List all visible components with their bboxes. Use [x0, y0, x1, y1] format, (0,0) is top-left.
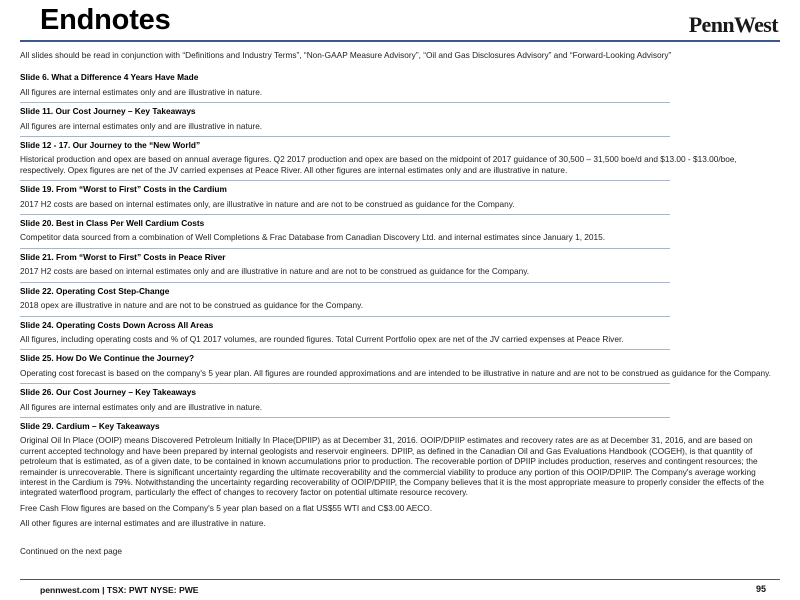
- section-paragraph: All figures, including operating costs and % of Q1 2017 volumes, are rounded figures. Total Current Portfolio opex are net of the JV carried expenses at Peace River.: [20, 333, 624, 344]
- section-heading: Slide 6. What a Difference 4 Years Have Made: [20, 72, 199, 83]
- section-body: [20, 232, 778, 242]
- section-heading: Slide 21. From “Worst to First” Costs in Peace River: [20, 251, 226, 262]
- section-separator: [20, 214, 670, 215]
- section-heading: Slide 11. Our Cost Journey – Key Takeaways: [20, 106, 196, 117]
- section-paragraph: Original Oil In Place (OOIP) means Discovered Petroleum Initially In Place(DPIIP) as at December 31, 2016. OOIP/DPIIP estimates and recovery rates are as at December 31, 2016, and are based on current accepted technology and have been prepared by internal geologists and reservoir engineers. DPIIP, as defined in the Canadian Oil and Gas Evaluations Handbook (COGEH), is that quantity of petroleum that is estimated, as of a given date, to be contained in known accumulations prior to production. The recoverable portion of DPIIP includes production, reserves and contingent resources; the remainder is unrecoverable. There is significant uncertainty regarding the ultimate recoverability and the commercial viability to produce any portion of this OOIP/DPIIP. The Company's average working interest in the Cardium is 79%. Notwithstanding the uncertainty regarding recoverability of OOIP/DPIIP, the Company believes that it is the most appropriate measure to properly consider the effects of the integrated waterflood program, particularly the effect of changes to recovery factor on potential ultimate resource recovery.: [20, 435, 765, 498]
- section-body: [20, 435, 778, 528]
- section-heading: Slide 12 - 17. Our Journey to the “New World”: [20, 140, 201, 151]
- section-heading: Slide 24. Operating Costs Down Across All Areas: [20, 319, 214, 330]
- section-body: [20, 334, 778, 344]
- section-body: [20, 154, 778, 175]
- section-paragraph: Free Cash Flow figures are based on the Company's 5 year plan based on a flat US$55 WTI and C$3.00 AECO.: [20, 502, 433, 513]
- section-separator: [20, 136, 670, 137]
- page-title: Endnotes: [40, 4, 171, 36]
- endnote-section: [20, 72, 778, 103]
- endnote-section: [20, 387, 778, 418]
- endnote-section: [20, 286, 778, 317]
- section-paragraph: Competitor data sourced from a combination of Well Completions & Frac Database from Canadian Discovery Ltd. and internal estimates since January 1, 2015.: [20, 232, 606, 243]
- section-paragraph: 2017 H2 costs are based on internal estimates only and are illustrative in nature and are not to be construed as guidance for the Company.: [20, 266, 530, 277]
- endnotes-sections: [20, 72, 778, 528]
- section-paragraph: All other figures are internal estimates and are illustrative in nature.: [20, 518, 266, 529]
- section-heading: Slide 20. Best in Class Per Well Cardium Costs: [20, 218, 205, 229]
- section-separator: [20, 248, 670, 249]
- section-paragraph: All figures are internal estimates only and are illustrative in nature.: [20, 86, 263, 97]
- endnote-section: [20, 106, 778, 137]
- section-body: [20, 368, 778, 378]
- section-paragraph: Operating cost forecast is based on the company's 5 year plan. All figures are rounded approximations and are intended to be illustrative in nature and are not to be construed as guidance for the Company.: [20, 367, 771, 378]
- section-paragraph: All figures are internal estimates only and are illustrative in nature.: [20, 120, 263, 131]
- endnote-section: [20, 140, 778, 181]
- endnote-section: [20, 353, 778, 384]
- section-separator: [20, 383, 670, 384]
- section-heading: Slide 19. From “Worst to First” Costs in the Cardium: [20, 184, 227, 195]
- section-heading: Slide 25. How Do We Continue the Journey?: [20, 353, 195, 364]
- company-logo: PennWest: [688, 12, 778, 37]
- section-heading: Slide 29. Cardium – Key Takeaways: [20, 420, 160, 431]
- section-separator: [20, 417, 670, 418]
- footer-divider: [20, 579, 780, 580]
- page-number: 95: [755, 584, 766, 594]
- section-body: [20, 266, 778, 276]
- endnote-section: [20, 320, 778, 351]
- endnote-section: [20, 421, 778, 529]
- section-body: [20, 87, 778, 97]
- intro-text: All slides should be read in conjunction with “Definitions and Industry Terms”, “Non-GAAP Measure Advisory”, “Oil and Gas Disclosures Advisory” and “Forward-Looking Advisory”: [20, 50, 672, 60]
- section-body: [20, 121, 778, 131]
- section-separator: [20, 180, 670, 181]
- section-separator: [20, 282, 670, 283]
- header-divider: [20, 40, 780, 42]
- endnote-section: [20, 184, 778, 215]
- endnote-section: [20, 252, 778, 283]
- endnote-section: [20, 218, 778, 249]
- section-body: [20, 199, 778, 209]
- section-separator: [20, 102, 670, 103]
- footer-website-ticker: pennwest.com | TSX: PWT NYSE: PWE: [40, 585, 199, 595]
- section-paragraph: All figures are internal estimates only and are illustrative in nature.: [20, 401, 263, 412]
- section-paragraph: 2017 H2 costs are based on internal estimates only, are illustrative in nature and are not to be construed as guidance for the Company.: [20, 198, 515, 209]
- section-paragraph: 2018 opex are illustrative in nature and are not to be construed as guidance for the Company.: [20, 300, 363, 311]
- section-paragraph: Historical production and opex are based on annual average figures. Q2 2017 production and opex are based on the midpoint of 2017 guidance of 30,500 – 31,500 boe/d and $13.00 - $13.00/boe, respectively. Opex figures are net of the JV carried expenses at Peace River. All other figures are internal estimates only and are illustrative in nature.: [20, 154, 737, 175]
- section-separator: [20, 349, 670, 350]
- endnotes-content: [20, 46, 778, 556]
- continued-note: Continued on the next page: [20, 545, 122, 556]
- section-heading: Slide 22. Operating Cost Step-Change: [20, 285, 170, 296]
- section-body: [20, 402, 778, 412]
- section-separator: [20, 316, 670, 317]
- section-heading: Slide 26. Our Cost Journey – Key Takeaways: [20, 387, 197, 398]
- section-body: [20, 300, 778, 310]
